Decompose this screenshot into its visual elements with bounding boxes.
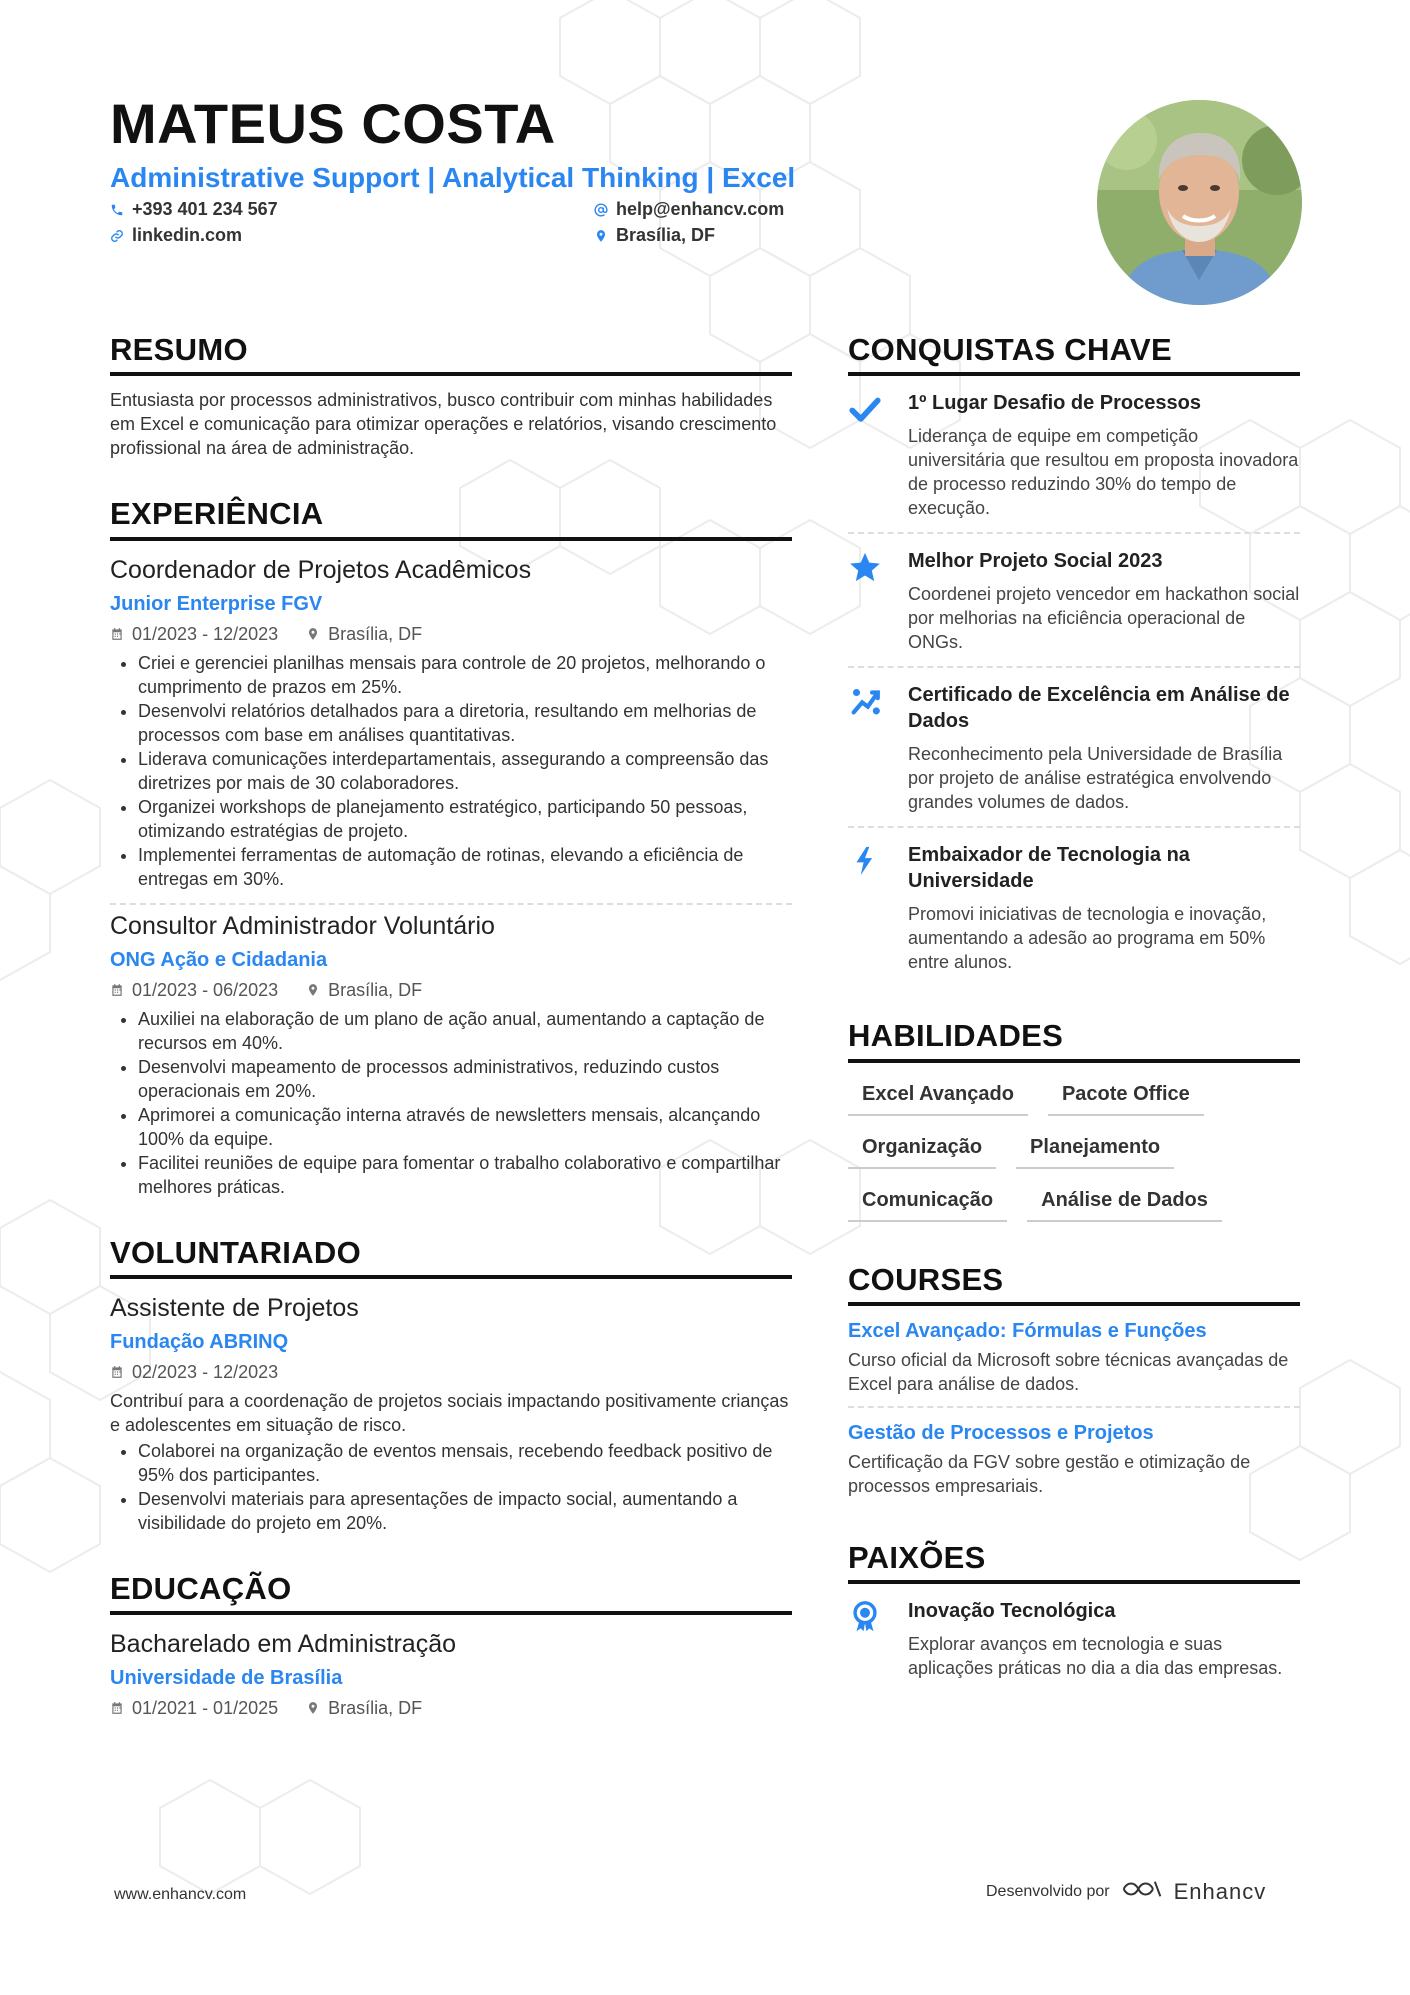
link-icon xyxy=(110,229,124,243)
job-location: Brasília, DF xyxy=(328,979,423,1000)
achievement-description: Reconhecimento pela Universidade de Brasília por projeto de análise estratégica envolvendo grandes volumes de dados. xyxy=(908,744,1283,813)
skill-tag: Pacote Office xyxy=(1048,1079,1204,1116)
volunteer-section xyxy=(110,1233,792,1535)
volunteer-role: Assistente de Projetos xyxy=(110,1293,359,1322)
skills-list xyxy=(848,1079,1300,1222)
passions-section xyxy=(848,1538,1300,1692)
courses-section xyxy=(848,1260,1300,1508)
bullet-item: • Facilitei reuniões de equipe para fomentar o trabalho colaborativo e compartilhar melhores práticas. xyxy=(138,1151,792,1199)
job-bullets xyxy=(110,651,792,891)
footer-branding xyxy=(986,1878,1266,1905)
education-title: EDUCAÇÃO xyxy=(110,1569,792,1615)
profile-photo xyxy=(1097,100,1302,305)
email-address[interactable]: help@enhancv.com xyxy=(616,199,785,219)
achievement-description: Promovi iniciativas de tecnologia e inovação, aumentando a adesão ao programa em 50% entre alunos. xyxy=(908,904,1267,973)
headline: Administrative Support | Analytical Thinking | Excel xyxy=(110,162,796,193)
experience-title: EXPERIÊNCIA xyxy=(110,494,792,540)
summary-section xyxy=(110,330,792,460)
skills-title: HABILIDADES xyxy=(848,1016,1300,1062)
job-title: Coordenador de Projetos Acadêmicos xyxy=(110,555,532,584)
bullet-item: • Implementei ferramentas de automação de rotinas, elevando a eficiência de entregas em 30%. xyxy=(138,843,792,891)
star-icon xyxy=(848,548,890,654)
achievement-item xyxy=(848,376,1300,534)
job-meta xyxy=(110,623,792,645)
job-dates: 01/2023 - 12/2023 xyxy=(132,623,279,644)
education-section xyxy=(110,1569,792,1719)
volunteer-bullets xyxy=(110,1439,792,1535)
email-contact[interactable] xyxy=(594,199,784,220)
course-item xyxy=(848,1306,1300,1406)
passion-title: Inovação Tecnológica xyxy=(908,1600,1116,1623)
phone-number: +393 401 234 567 xyxy=(132,199,278,219)
location-pin-icon xyxy=(594,229,608,243)
entry-divider xyxy=(110,903,792,905)
passion-item xyxy=(848,1584,1300,1692)
location-pin-icon xyxy=(306,983,320,997)
achievement-title: Embaixador de Tecnologia na Universidade xyxy=(908,844,1190,893)
volunteer-dates: 02/2023 - 12/2023 xyxy=(132,1361,279,1382)
phone-contact xyxy=(110,199,278,220)
experience-section xyxy=(110,494,792,1198)
left-column xyxy=(110,330,792,1753)
award-badge-icon xyxy=(848,1598,890,1680)
passion-description: Explorar avanços em tecnologia e suas aplicações práticas no dia a dia das empresas. xyxy=(908,1634,1283,1679)
skill-tag: Organização xyxy=(848,1132,996,1169)
location-pin-icon xyxy=(306,627,320,641)
courses-title: COURSES xyxy=(848,1260,1300,1306)
volunteer-description: Contribuí para a coordenação de projetos sociais impactando positivamente crianças e adolescentes em situação de risco. xyxy=(110,1390,789,1435)
volunteer-meta xyxy=(110,1361,792,1383)
experience-entry xyxy=(110,909,792,1199)
calendar-icon xyxy=(110,1701,124,1715)
candidate-name: MATEUS COSTA xyxy=(110,92,556,155)
skill-tag: Comunicação xyxy=(848,1185,1007,1222)
summary-title: RESUMO xyxy=(110,330,792,376)
achievement-description: Liderança de equipe em competição universitária que resultou em proposta inovadora de processo reduzindo 30% do tempo de execução. xyxy=(908,426,1299,519)
calendar-icon xyxy=(110,1365,124,1379)
achievement-description: Coordenei projeto vencedor em hackathon social por melhorias na eficiência operacional de ONGs. xyxy=(908,584,1300,653)
bullet-item: • Desenvolvi mapeamento de processos administrativos, reduzindo custos operacionais em 20%. xyxy=(138,1055,792,1103)
location-text: Brasília, DF xyxy=(616,225,716,245)
at-icon xyxy=(594,203,608,217)
right-column xyxy=(848,330,1300,1726)
linkedin-contact[interactable] xyxy=(110,225,242,246)
school-name: Universidade de Brasília xyxy=(110,1667,343,1690)
achievement-item xyxy=(848,828,1300,986)
bullet-item: • Liderava comunicações interdepartamentais, assegurando a compreensão das diretrizes por mais de 30 colaboradores. xyxy=(138,747,792,795)
volunteer-title: VOLUNTARIADO xyxy=(110,1233,792,1279)
bullet-item: • Criei e gerenciei planilhas mensais para controle de 20 projetos, melhorando o cumprimento de prazos em 25%. xyxy=(138,651,792,699)
skill-tag: Análise de Dados xyxy=(1027,1185,1222,1222)
linkedin-url[interactable]: linkedin.com xyxy=(132,225,243,245)
job-location: Brasília, DF xyxy=(328,623,423,644)
skill-tag: Excel Avançado xyxy=(848,1079,1028,1116)
bullet-item: • Aprimorei a comunicação interna através de newsletters mensais, alcançando 100% da equipe. xyxy=(138,1103,792,1151)
bullet-item: • Colaborei na organização de eventos mensais, recebendo feedback positivo de 95% dos participantes. xyxy=(138,1439,792,1487)
lightning-icon xyxy=(848,842,890,974)
job-meta xyxy=(110,979,792,1001)
course-title: Gestão de Processos e Projetos xyxy=(848,1421,1154,1444)
company-name: Junior Enterprise FGV xyxy=(110,592,323,615)
achievement-item xyxy=(848,668,1300,828)
footer-website[interactable]: www.enhancv.com xyxy=(114,1886,247,1903)
achievements-title: CONQUISTAS CHAVE xyxy=(848,330,1300,376)
course-description: Curso oficial da Microsoft sobre técnicas avançadas de Excel para análise de dados. xyxy=(848,1349,1289,1394)
company-name: ONG Ação e Cidadania xyxy=(110,948,328,971)
experience-entry xyxy=(110,553,792,891)
passions-title: PAIXÕES xyxy=(848,1538,1300,1584)
degree: Bacharelado em Administração xyxy=(110,1630,457,1659)
job-title: Consultor Administrador Voluntário xyxy=(110,911,495,940)
enhancv-logo-icon xyxy=(1120,1878,1164,1905)
analytics-icon xyxy=(848,682,890,814)
brand-name: Enhancv xyxy=(1173,1878,1267,1904)
course-description: Certificação da FGV sobre gestão e otimização de processos empresariais. xyxy=(848,1451,1251,1496)
check-icon xyxy=(848,390,890,520)
job-bullets xyxy=(110,1007,792,1199)
bullet-item: • Organizei workshops de planejamento estratégico, participando 50 pessoas, otimizando estratégias de projeto. xyxy=(138,795,792,843)
phone-icon xyxy=(110,203,124,217)
achievements-section xyxy=(848,330,1300,986)
skill-tag: Planejamento xyxy=(1016,1132,1174,1169)
achievement-title: 1º Lugar Desafio de Processos xyxy=(908,392,1201,415)
achievement-title: Certificado de Excelência em Análise de Dados xyxy=(908,684,1290,733)
education-dates: 01/2021 - 01/2025 xyxy=(132,1698,279,1719)
skills-section xyxy=(848,1016,1300,1221)
calendar-icon xyxy=(110,627,124,641)
achievement-item xyxy=(848,534,1300,668)
bullet-item: • Desenvolvi materiais para apresentações de impacto social, aumentando a visibilidade do projeto em 20%. xyxy=(138,1487,792,1535)
education-meta xyxy=(110,1697,792,1719)
course-item xyxy=(848,1406,1300,1508)
calendar-icon xyxy=(110,983,124,997)
location-contact xyxy=(594,225,715,246)
bullet-item: • Auxiliei na elaboração de um plano de ação anual, aumentando a captação de recursos em 40%. xyxy=(138,1007,792,1055)
job-dates: 01/2023 - 06/2023 xyxy=(132,979,279,1000)
education-location: Brasília, DF xyxy=(328,1698,423,1719)
volunteer-org: Fundação ABRINQ xyxy=(110,1330,289,1353)
summary-text: Entusiasta por processos administrativos, busco contribuir com minhas habilidades em Excel e comunicação para otimizar operações e relatórios, visando crescimento profissional na área de administração. xyxy=(110,390,777,459)
location-pin-icon xyxy=(306,1701,320,1715)
bullet-item: • Desenvolvi relatórios detalhados para a diretoria, resultando em melhorias de processos com base em análises quantitativas. xyxy=(138,699,792,747)
achievement-title: Melhor Projeto Social 2023 xyxy=(908,550,1163,573)
course-title: Excel Avançado: Fórmulas e Funções xyxy=(848,1319,1207,1342)
powered-by-label: Desenvolvido por xyxy=(986,1882,1110,1900)
